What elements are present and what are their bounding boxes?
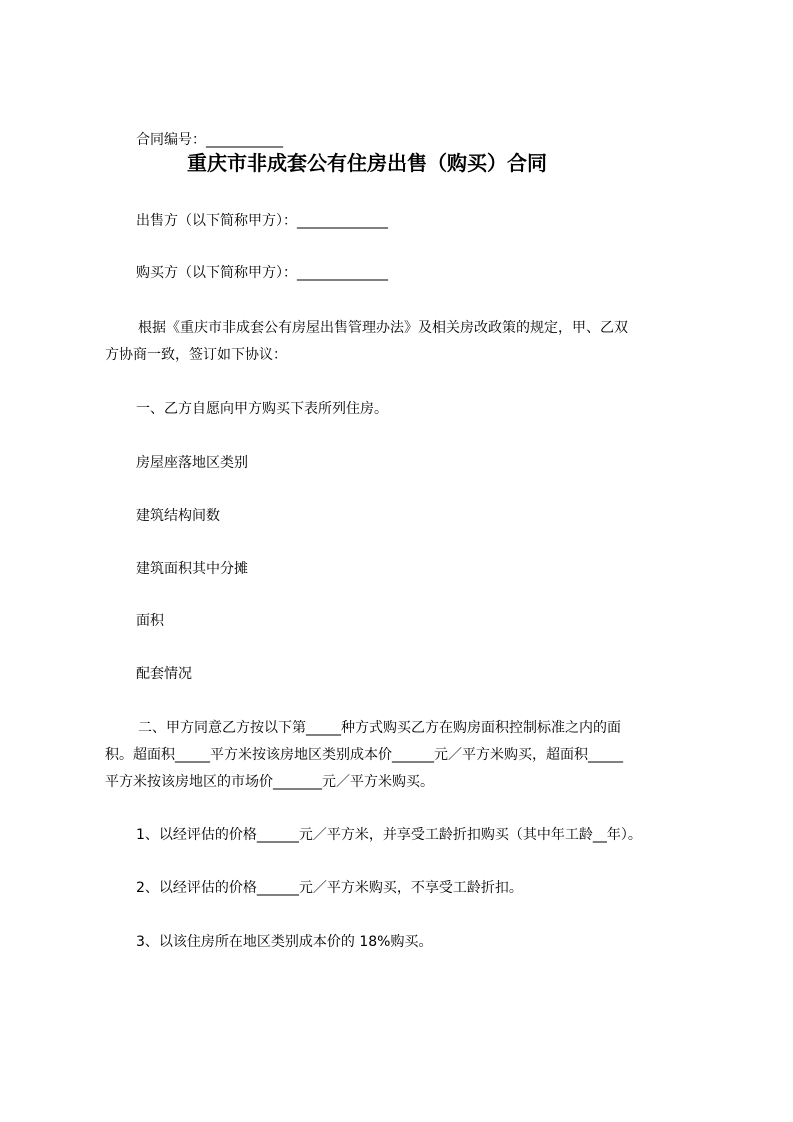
table-row-location-category: 房屋座落地区类别 bbox=[136, 455, 248, 471]
option-2: 2、以经评估的价格______元／平方米购买，不享受工龄折扣。 bbox=[136, 880, 523, 896]
clause-2-line-3: 平方米按该房地区的市场价_______元／平方米购买。 bbox=[105, 774, 434, 790]
option-3: 3、以该住房所在地区类别成本价的 18%购买。 bbox=[136, 934, 433, 950]
seller-line: 出售方（以下简称甲方）：_____________ bbox=[136, 213, 388, 229]
table-row-building-area: 建筑面积其中分摊 bbox=[136, 561, 248, 577]
table-row-area: 面积 bbox=[136, 613, 164, 629]
clause-2-line-2: 积。超面积_____平方米按该房地区类别成本价______元／平方米购买，超面积_____ bbox=[105, 747, 623, 763]
clause-1: 一、乙方自愿向甲方购买下表所列住房。 bbox=[136, 401, 388, 417]
option-1: 1、以经评估的价格______元／平方米，并享受工龄折扣购买（其中年工龄__年）。 bbox=[136, 827, 642, 843]
table-row-facilities: 配套情况 bbox=[136, 666, 192, 682]
table-row-structure-rooms: 建筑结构间数 bbox=[136, 508, 220, 524]
document-title: 重庆市非成套公有住房出售（购买）合同 bbox=[187, 151, 547, 175]
contract-number: 合同编号：___________ bbox=[136, 132, 283, 148]
intro-paragraph-line-2: 方协商一致，签订如下协议： bbox=[105, 347, 287, 363]
intro-paragraph-line-1: 根据《重庆市非成套公有房屋出售管理办法》及相关房改政策的规定，甲、乙双 bbox=[138, 320, 628, 336]
buyer-line: 购买方（以下简称甲方）：_____________ bbox=[136, 265, 388, 281]
clause-2-line-1: 二、甲方同意乙方按以下第_____种方式购买乙方在购房面积控制标准之内的面 bbox=[138, 720, 621, 736]
